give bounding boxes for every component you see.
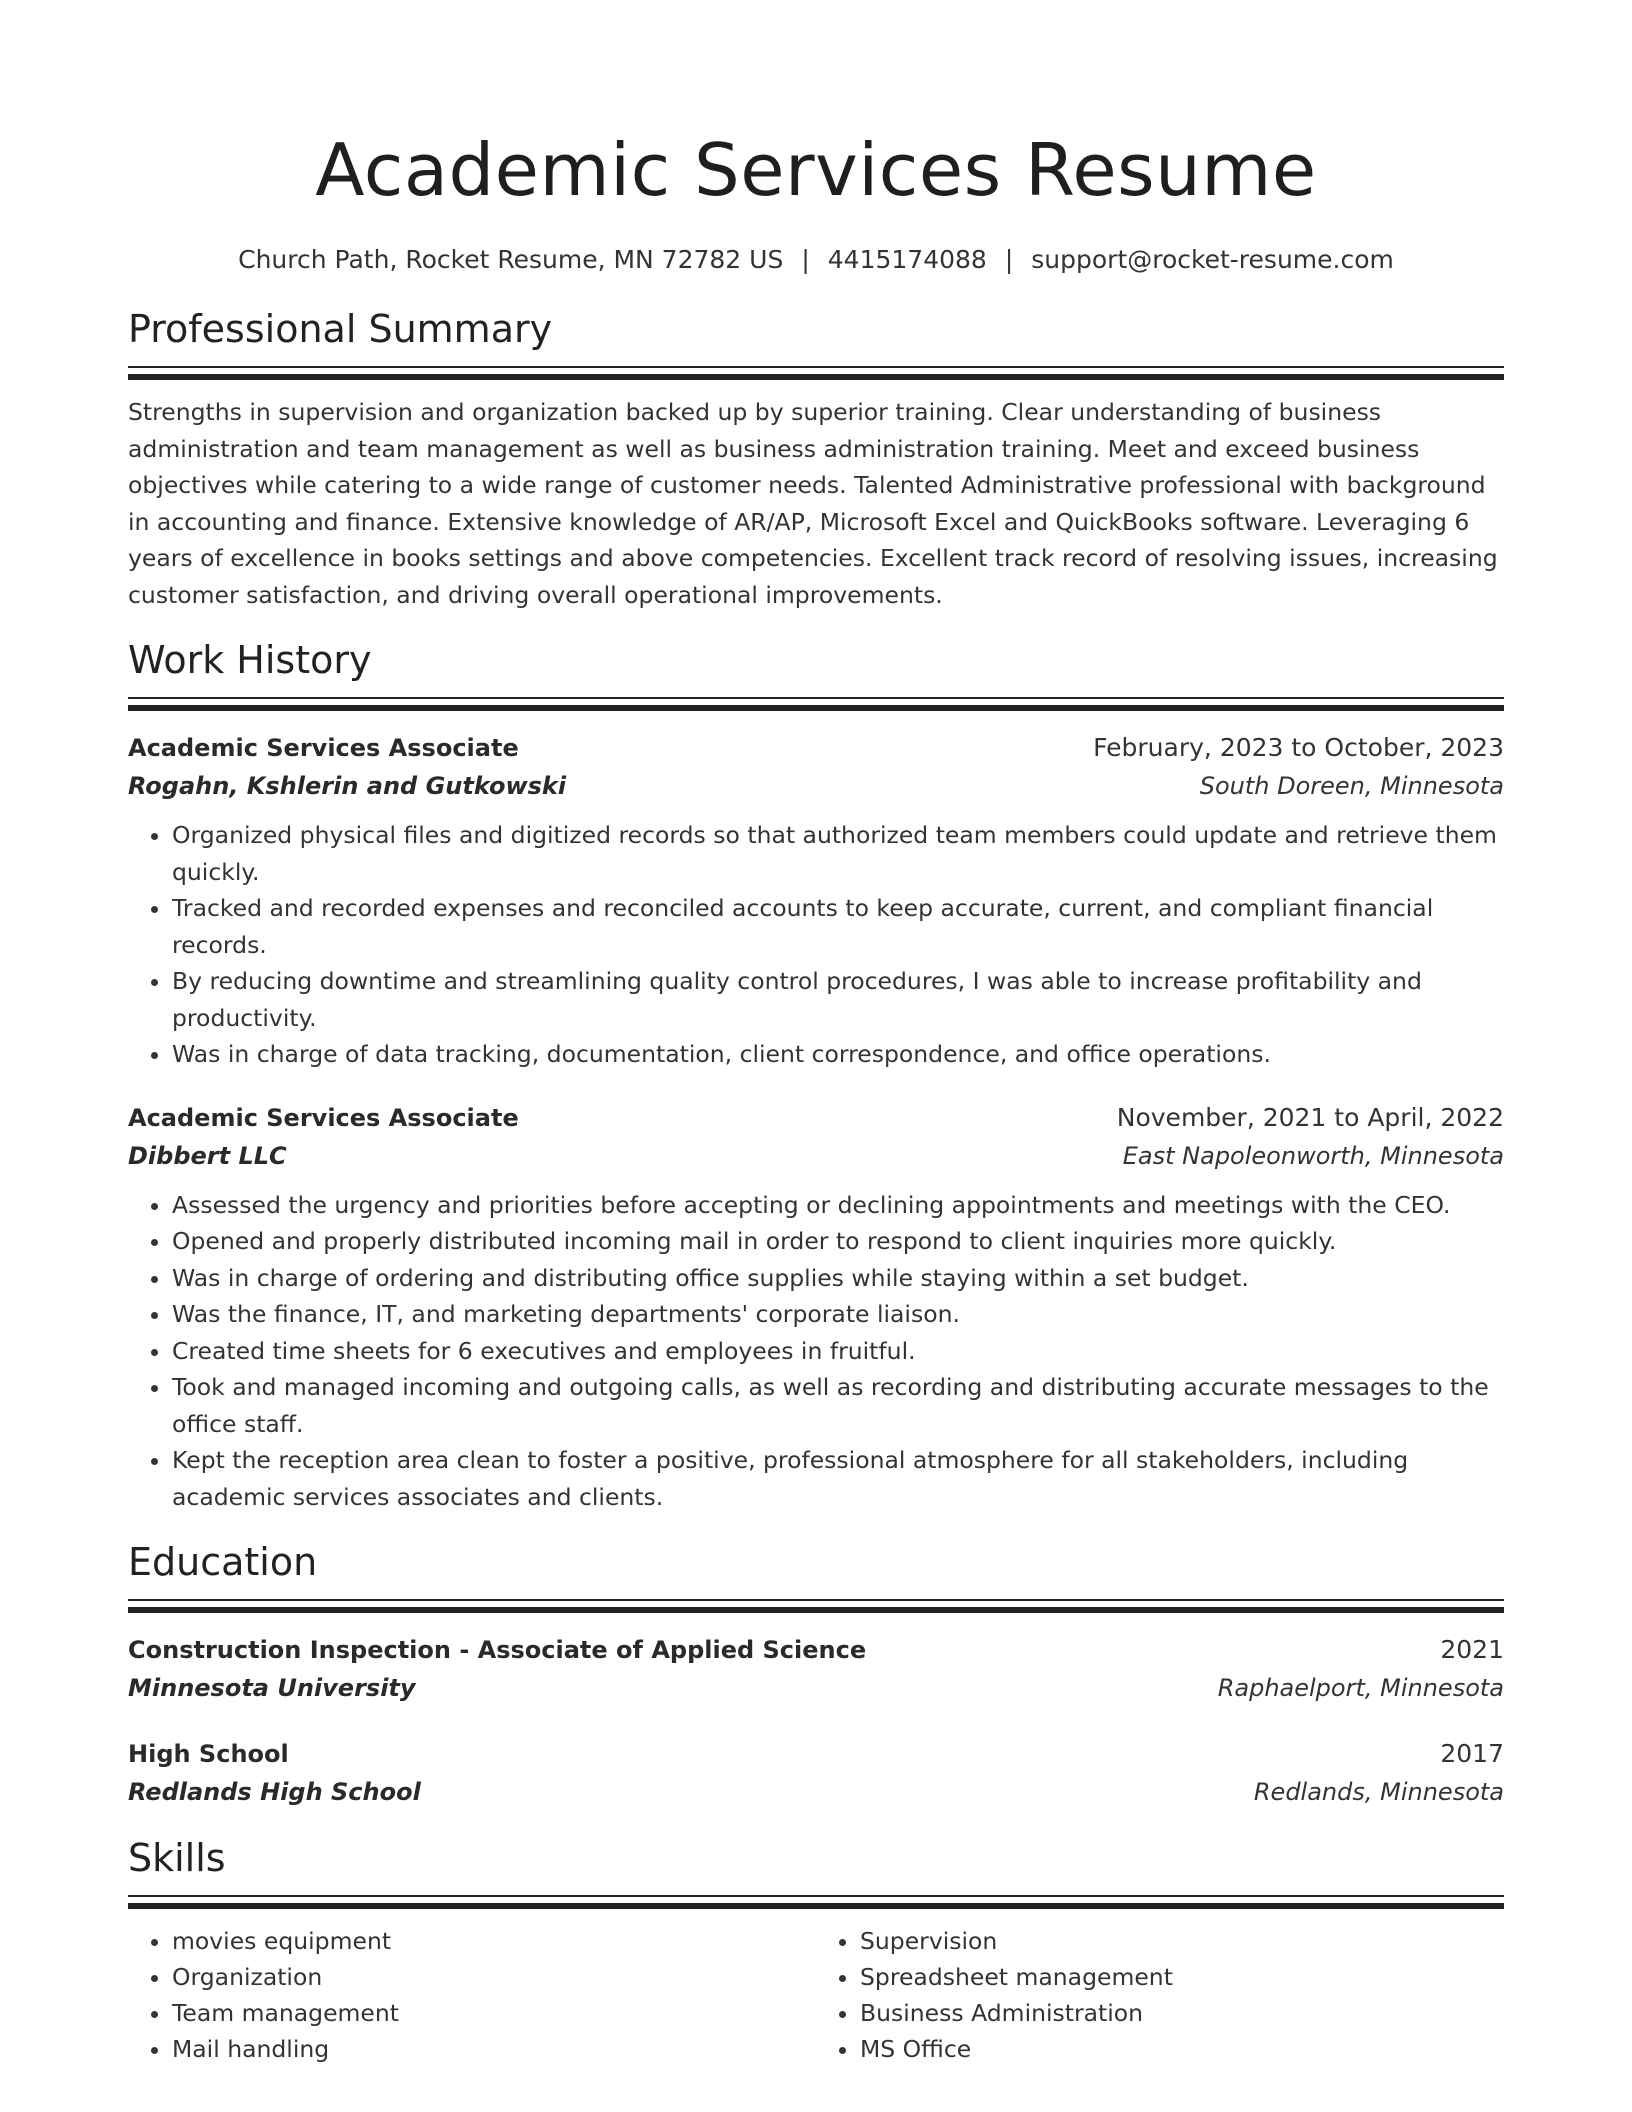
education-location: Redlands, Minnesota [1253, 1778, 1504, 1806]
job-location: East Napoleonworth, Minnesota [1122, 1141, 1504, 1170]
job-company: Rogahn, Kshlerin and Gutkowski [128, 772, 567, 800]
skill-item: • movies equipment [172, 1923, 816, 1959]
summary-section [128, 304, 1504, 613]
job-bullet: • Tracked and recorded expenses and reconciled accounts to keep accurate, current, and compliant financial records. [172, 890, 1504, 963]
job-bullet: • Was in charge of ordering and distributing office supplies while staying within a set budget. [172, 1260, 1504, 1297]
section-divider [128, 1599, 1504, 1613]
skill-item: • Organization [172, 1959, 816, 1995]
skill-item: • Business Administration [860, 1995, 1504, 2031]
section-divider [128, 366, 1504, 380]
contact-address: Church Path, Rocket Resume, MN 72782 US [238, 245, 784, 274]
skills-column-left [128, 1923, 816, 2067]
education-heading: Education [128, 1540, 318, 1584]
job-bullet: • Organized physical files and digitized records so that authorized team members could update and retrieve them quickly. [172, 817, 1504, 890]
contact-email[interactable]: support@rocket-resume.com [1031, 245, 1394, 274]
skill-item: • MS Office [860, 2031, 1504, 2067]
summary-text: Strengths in supervision and organization backed up by superior training. Clear understanding of business administration and team management as well as business administration training. Meet and exceed business objectives while catering to a wide range of customer needs. Talented Administrative professional with background in accounting and finance. Extensive knowledge of AR/AP, Microsoft Excel and QuickBooks software. Leveraging 6 years of excellence in books settings and above competencies. Excellent track record of resolving issues, increasing customer satisfaction, and driving overall operational improvements. [128, 398, 1498, 609]
education-school: Minnesota University [128, 1674, 416, 1702]
job-bullet: • By reducing downtime and streamlining quality control procedures, I was able to increase profitability and productivity. [172, 963, 1504, 1036]
skill-item: • Team management [172, 1995, 816, 2031]
contact-separator: | [801, 245, 810, 274]
skill-item: • Supervision [860, 1923, 1504, 1959]
education-degree: High School [128, 1740, 289, 1768]
education-year: 2017 [1440, 1739, 1504, 1768]
skills-heading: Skills [128, 1836, 226, 1880]
education-year: 2021 [1440, 1635, 1504, 1664]
summary-heading: Professional Summary [128, 307, 553, 351]
job-dates: November, 2021 to April, 2022 [1116, 1102, 1504, 1132]
contact-line [128, 242, 1504, 278]
section-divider [128, 1895, 1504, 1909]
skills-section [128, 1833, 1504, 2067]
job-entry [128, 729, 1504, 1073]
work-history-section [128, 635, 1504, 1515]
skill-item: • Mail handling [172, 2031, 816, 2067]
job-bullet: • Created time sheets for 6 executives and employees in fruitful. [172, 1333, 1504, 1370]
page-title: Academic Services Resume [315, 128, 1317, 212]
job-bullet: • Opened and properly distributed incoming mail in order to respond to client inquiries more quickly. [172, 1223, 1504, 1260]
job-bullet: • Assessed the urgency and priorities before accepting or declining appointments and meetings with the CEO. [172, 1187, 1504, 1224]
contact-phone: 4415174088 [827, 245, 987, 274]
job-entry [128, 1099, 1504, 1516]
job-bullet: • Was in charge of data tracking, documentation, client correspondence, and office operations. [172, 1036, 1504, 1073]
education-school: Redlands High School [128, 1778, 421, 1806]
education-entry [128, 1735, 1504, 1811]
job-bullet: • Was the finance, IT, and marketing departments' corporate liaison. [172, 1296, 1504, 1333]
job-bullet: • Took and managed incoming and outgoing calls, as well as recording and distributing accurate messages to the office staff. [172, 1369, 1504, 1442]
job-location: South Doreen, Minnesota [1199, 772, 1504, 800]
education-location: Raphaelport, Minnesota [1217, 1674, 1504, 1702]
job-bullet: • Kept the reception area clean to foster a positive, professional atmosphere for all stakeholders, including academic services associates and clients. [172, 1442, 1504, 1515]
job-bullets [128, 1187, 1504, 1516]
education-entry [128, 1631, 1504, 1707]
education-section [128, 1537, 1504, 1811]
job-dates: February, 2023 to October, 2023 [1093, 733, 1504, 762]
work-history-heading: Work History [128, 638, 372, 682]
contact-separator: | [1004, 245, 1014, 274]
skills-grid [128, 1923, 1504, 2067]
job-bullets [128, 817, 1504, 1073]
education-degree: Construction Inspection - Associate of Applied Science [128, 1636, 867, 1664]
job-title: Academic Services Associate [128, 1103, 519, 1132]
job-title: Academic Services Associate [128, 734, 519, 762]
section-divider [128, 697, 1504, 711]
job-company: Dibbert LLC [128, 1141, 287, 1170]
skills-column-right [816, 1923, 1504, 2067]
skill-item: • Spreadsheet management [860, 1959, 1504, 1995]
